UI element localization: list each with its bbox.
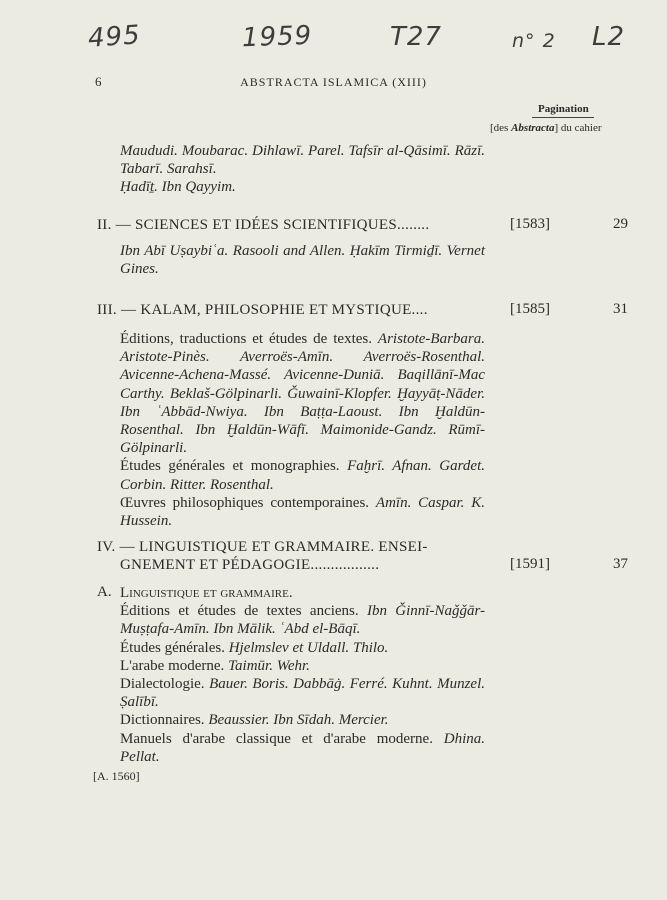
- section-ref-2: [1583]: [510, 216, 550, 232]
- page-number: 6: [95, 74, 102, 89]
- section-page-4: 37: [613, 556, 628, 572]
- handwritten-annotation: T27: [390, 22, 442, 52]
- pagination-rule: [532, 117, 594, 118]
- entry-paragraph: Dictionnaires. Beaussier. Ibn Sīdah. Mercier.: [120, 712, 389, 729]
- pagination-subtitle: [des Abstracta] du cahier: [490, 122, 602, 134]
- section-body-2: Ibn Abī Uṣaybiʿa. Rasooli and Allen. Ḥakīm Tirmiḏī. Vernet Gines.: [120, 243, 485, 278]
- section-ref-3: [1585]: [510, 301, 550, 317]
- section-heading-4-cont: GNEMENT ET PÉDAGOGIE.................: [120, 557, 380, 573]
- entry-paragraph: Manuels d'arabe classique et d'arabe moderne. Dhina. Pellat.: [120, 730, 486, 765]
- entry-paragraph: Études générales et monographies. Faḫrī. Afnan. Gardet. Corbin. Ritter. Rosenthal.: [120, 458, 485, 493]
- pagination-label: Pagination: [538, 103, 589, 115]
- section-ref-4: [1591]: [510, 556, 550, 572]
- handwritten-annotation: 495: [87, 20, 142, 54]
- section-page-2: 29: [613, 216, 628, 232]
- handwritten-annotation: n° 2: [512, 30, 556, 52]
- handwritten-annotation: L2: [592, 22, 626, 52]
- subsection-label: A.: [97, 584, 112, 600]
- entry-paragraph: Études générales. Hjelmslev et Uldall. Thilo.: [120, 639, 389, 656]
- subsection-title: Linguistique et grammaire.: [120, 585, 293, 601]
- entry-paragraph: Œuvres philosophiques contemporaines. Amīn. Caspar. K. Hussein.: [120, 494, 486, 530]
- entry-paragraph: L'arabe moderne. Taimūr. Wehr.: [120, 657, 310, 674]
- section-page-3: 31: [613, 301, 628, 317]
- footer-code: [A. 1560]: [93, 769, 140, 783]
- section-body-4: [120, 584, 485, 766]
- section-heading-2: II. — SCIENCES ET IDÉES SCIENTIFIQUES........: [97, 217, 430, 233]
- intro-block: [120, 142, 485, 197]
- entry-paragraph: Dialectologie. Bauer. Boris. Dabbāġ. Ferré. Kuhnt. Munzel. Ṣalībī.: [120, 676, 486, 711]
- handwritten-annotation: 1959: [241, 20, 313, 54]
- section-heading-4: IV. — LINGUISTIQUE ET GRAMMAIRE. ENSEI-: [97, 539, 428, 555]
- section-body-3: [120, 330, 485, 530]
- running-title: ABSTRACTA ISLAMICA (XIII): [240, 75, 427, 89]
- section-heading-3: III. — KALAM, PHILOSOPHIE ET MYSTIQUE....: [97, 302, 428, 318]
- intro-line: Ḥadīṯ. Ibn Qayyim.: [120, 179, 236, 196]
- intro-line: Maududi. Moubarac. Dihlawī. Parel. Tafsīr al-Qāsimī. Rāzī. Tabarī. Sarahsī.: [120, 143, 485, 178]
- entry-paragraph: Éditions et études de textes anciens. Ibn Ǧinnī-Naǧǧār-Muṣṭafa-Amīn. Ibn Mālik. ʿAbd el-Bāqī.: [120, 603, 485, 638]
- entry-paragraph: Éditions, traductions et études de textes. Aristote-Barbara. Aristote-Pinès. Averroës-Amīn. Averroës-Rosenthal. Avicenne-Achena-Massé. Avicenne-Duniā. Baqillānī-Mac Carthy. Beklaš-Gölpinarli. Ǧuwainī-Klopfer. Ḫayyāṭ-Nāder. Ibn ʿAbbād-Nwiya. Ibn Baṭṭa-Laoust. Ibn Ḫaldūn-Rosenthal. Ibn Ḫaldūn-Wāfī. Maimonide-Gandz. Rūmī-Gölpinarli.: [120, 331, 486, 457]
